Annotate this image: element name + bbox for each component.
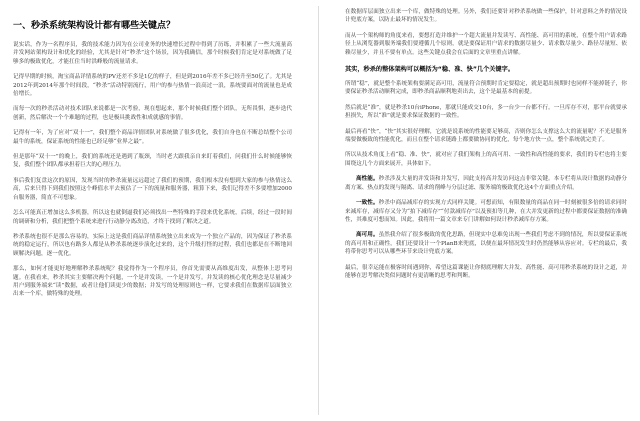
closing-paragraph: 最后，很幸运能在极客时间遇到你，希望这篇课能让你彻底理解大并发、高性能、高可用秒杀系统的设计之道，并能够在思考解决类似问题时有更清晰的思考和判断。: [345, 264, 627, 279]
key-point-text: 虽然我介绍了很多极致的优化思路，但现实中总难免出现一些我们考虑不到的情况，所以要保证系统的高可用和正确性，我们还要设计一个PlanB来兜底，以便在最坏情况发生时仍然能够从容应对。专栏的最后，我将带你思考可以从哪些环节来设计兜底方案。: [345, 232, 627, 256]
paragraph: 然后就是“准”，就是秒杀10台iPhone，那就只能成交10台，多一台少一台都不行。一旦库存不对，那平台就要承担损失，所以“准”就是要求保证数据的一致性。: [345, 104, 627, 120]
page-gutter: [306, 0, 332, 421]
key-point-lead: 高性能。: [356, 176, 379, 183]
paragraph: 记得早期的时候，淘宝商品详情系统的PV还差不多是1亿的样子，但是到2016年差不多已经升至50亿了。尤其是2012年到2014年那个时间段，“秒杀”活动特别流行，用户的参与热情一浪高过一浪，系统要面对的流量也是成倍增长。: [13, 74, 292, 98]
paragraph: 怎么可能真正增加这么多机器，所以这也就倒逼我们必须找出一些特殊的手段来优化系统，后续，经过一段时间的调研和分析，我们把整个系统来进行行动静分离改造，才终于找到了解决之道。: [13, 210, 292, 225]
key-point: [345, 175, 627, 192]
paragraph: 那么，如何才能更好地理解秒杀系统呢？我觉得作为一个程序员，你首先需要从高维度出发，从整体上思考问题。在我看来，秒杀其实主要解决两个问题，一个是并发读，一个是并发写。并发读的核心优化理念是尽量减少用户到服务端来“读”数据，或者让他们读更少的数据；并发写的处理原则也一样，它要求我们在数据库层面独立出来一个库，做特殊的处理。: [13, 266, 292, 298]
left-page: [0, 0, 302, 421]
key-point: [345, 231, 627, 256]
paragraph: 事后我们复盘这次的原因，发现当时的秒杀流量远远超过了我们的预期，我们根本没有想到大家的参与热情这么高，后来只得下到我们按照这个峰值水平去预估了一下的流量和服务器，粗算下来，我们记得差不多要增加2000台服务器，简直不可想象。: [13, 177, 292, 201]
right-page: [333, 0, 635, 421]
paragraph: 而从一个架构师的角度来看，要想打造并维护一个超大流量并发读写、高性能、高可用的系统，在整个用户请求路径上从浏览器到服务端我们要遵循几个原则，就是要保证用户请求的数据尽量少、请求数尽量少、路径尽量短、依赖尽量少，并且不要有单点。这些关键点我会在后面的文章里重点讲解。: [345, 32, 627, 56]
paragraph: 记得有一年，为了应对“双十一”，我们整个商品详情团队对系统做了很多优化，我们自身也在不断总结整个公司最牛的系统，保证系统的性能也已经足够“业界之最”。: [13, 130, 292, 145]
subheading: 其实，秒杀的整体架构可以概括为“稳、准、快”几个关键字。: [345, 66, 515, 74]
paragraph: 所谓“稳”，就是整个系统架构要满足高可用，流量符合预期时肯定要稳定，就是超出预期时也同样不能掉链子，你要保证秒杀活动顺利完成，即秒杀商品顺利地卖出去，这个是最基本的前提。: [345, 81, 627, 96]
key-point-text: 秒杀中商品减库存的实现方式同样关键。可想而知，有限数量的商品在同一时刻被很多倍的请求同时来减库存，减库存又分为“拍下减库存”“付款减库存”以及预扣等几种，在大并发更新的过程中都要保证数据的准确性，其难度可想而知。因此，我将用一篇文章来专门讲解如何设计秒杀减库存方案。: [345, 200, 627, 223]
paragraph: 所以从技术角度上看“稳、准、快”，就对应了我们架构上的高可用、一致性和高性能的要求，我们的专栏也将主要围绕这几个方面来展开，具体如下。: [345, 152, 627, 167]
key-point-lead: 一致性。: [356, 200, 379, 207]
paragraph: 说实话，作为一名程序员，我的技术能力因为在公司业务的快速增长过程中得到了历练，并积累了一些大流量高并发网站架构设计和优化的经验，尤其是针对“秒杀”这个场景，因为我确信，那个时候我们肯定是对系统做了足够多的极致优化，才能扛住当时洪峰般的流量请求。: [13, 42, 292, 65]
paragraph: 在数据库层面独立出来一个库，做特殊的处理。另外，我们还要针对秒杀系统做一些保护，针对意料之外的情况设计兜底方案，以防止最坏的情况发生。: [345, 9, 627, 24]
paragraph: 但是那年“双十一”的晚上，我们的系统还是遇到了瓶颈，当时老大跟我亲自来盯着我们，问我们什么时候能够恢复，我们整个团队都承担着巨大的心理压力。: [13, 154, 292, 169]
paragraph: 秒杀系统也很不是那么容易的，实际上这是我们商品详情系统独立出来成为一个独立产品的，因为保证了秒杀系统的稳定运行，所以也有路多人都是从秒杀系统逐步演化过来的，这个升级打怪的过程，我们也都是在不断地回顾解决问题，逐一优化。: [13, 233, 292, 257]
key-point-lead: 高可用。: [356, 232, 379, 239]
key-point: [345, 199, 627, 224]
section-heading: 一、秒杀系统架构设计都有哪些关键点？: [13, 21, 176, 31]
key-point-text: 秒杀涉及大量的并发读和并发写，因此支持高并发访问这点非常关键。本专栏将从设计数据的动静分离方案、热点的发现与隔离、请求的削峰与分层过滤、服务端的极致优化这4个方面重点介绍。: [345, 176, 627, 191]
paragraph: 而每一次的秒杀活动对技术团队来说都是一次考验，现在想起来，那个时候我们整个团队，无所畏惧，逐步迭代创新，然后解决一个个难题的过程，也是极具挑战性和成就感的事情。: [13, 106, 292, 121]
paragraph: 最后再看“快”，“快”其实很好理解，它就是说系统的性能要足够高，否则你怎么支撑这么大的流量呢？不光是服务端要做极致的性能优化，而且在整个请求链路上都要做协同的优化，每个地方快一点，整个系统就完美了。: [345, 128, 627, 144]
page-divider: [318, 6, 319, 415]
